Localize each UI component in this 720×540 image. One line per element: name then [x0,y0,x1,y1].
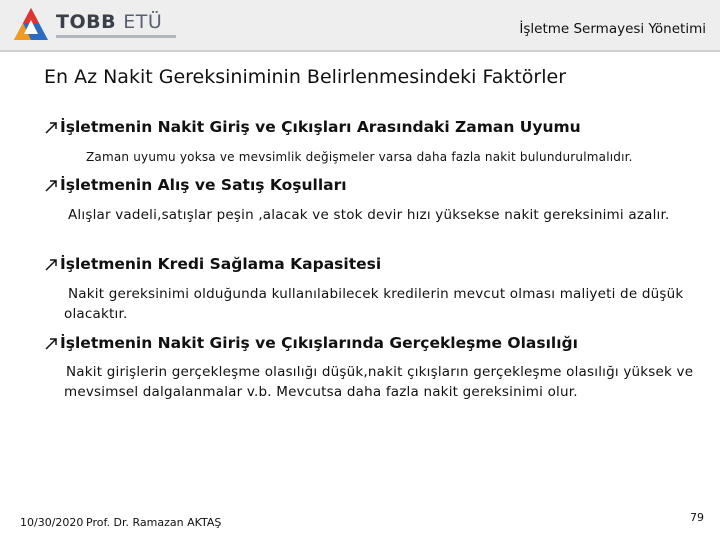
tobb-etu-logo [12,6,172,46]
logo-mark-icon [12,6,50,44]
header-divider [0,50,720,52]
logo-text [56,11,162,33]
bullet-heading-text: İşletmenin Kredi Sağlama Kapasitesi [60,255,382,273]
header-title: İşletme Sermayesi Yönetimi [519,21,706,37]
bullet-heading-text: İşletmenin Nakit Giriş ve Çıkışlarında Gerçekleşme Olasılığı [60,334,578,352]
bullet-heading [44,255,381,273]
logo-text-accent: ETÜ [123,11,163,33]
bullet-description: Alışlar vadeli,satışlar peşin ,alacak ve stok devir hızı yüksekse nakit gereksinimi azalır. [68,207,670,223]
bullet-heading [44,176,347,194]
logo-subtitle-line [56,35,176,38]
bullet-heading-text: İşletmenin Nakit Giriş ve Çıkışları Arasındaki Zaman Uyumu [60,118,581,136]
page-number: 79 [690,511,704,524]
bullet-arrow-icon [44,255,60,273]
footer-author: Prof. Dr. Ramazan AKTAŞ [86,516,222,529]
bullet-description: Nakit gereksinimi olduğunda kullanılabilecek kredilerin mevcut olması maliyeti de düşük olacaktır. [64,286,684,322]
bullet-heading-text: İşletmenin Alış ve Satış Koşulları [60,176,347,194]
bullet-heading [44,334,578,352]
bullet-heading [44,118,581,136]
bullet-arrow-icon [44,334,60,352]
footer-date: 10/30/2020 [20,516,84,529]
bullet-arrow-icon [44,176,60,194]
slide-title: En Az Nakit Gereksiniminin Belirlenmesindeki Faktörler [44,66,566,88]
bullet-description: Nakit girişlerin gerçekleşme olasılığı düşük,nakit çıkışların gerçekleşme olasılığı yüksek ve mevsimsel dalgalanmalar v.b. Mevcutsa daha fazla nakit gereksinimi olur. [64,364,694,400]
slide-header [0,0,720,50]
bullet-description: Zaman uyumu yoksa ve mevsimlik değişmeler varsa daha fazla nakit bulundurulmalıdır. [86,150,633,164]
logo-text-main: TOBB [56,11,117,33]
bullet-arrow-icon [44,118,60,136]
